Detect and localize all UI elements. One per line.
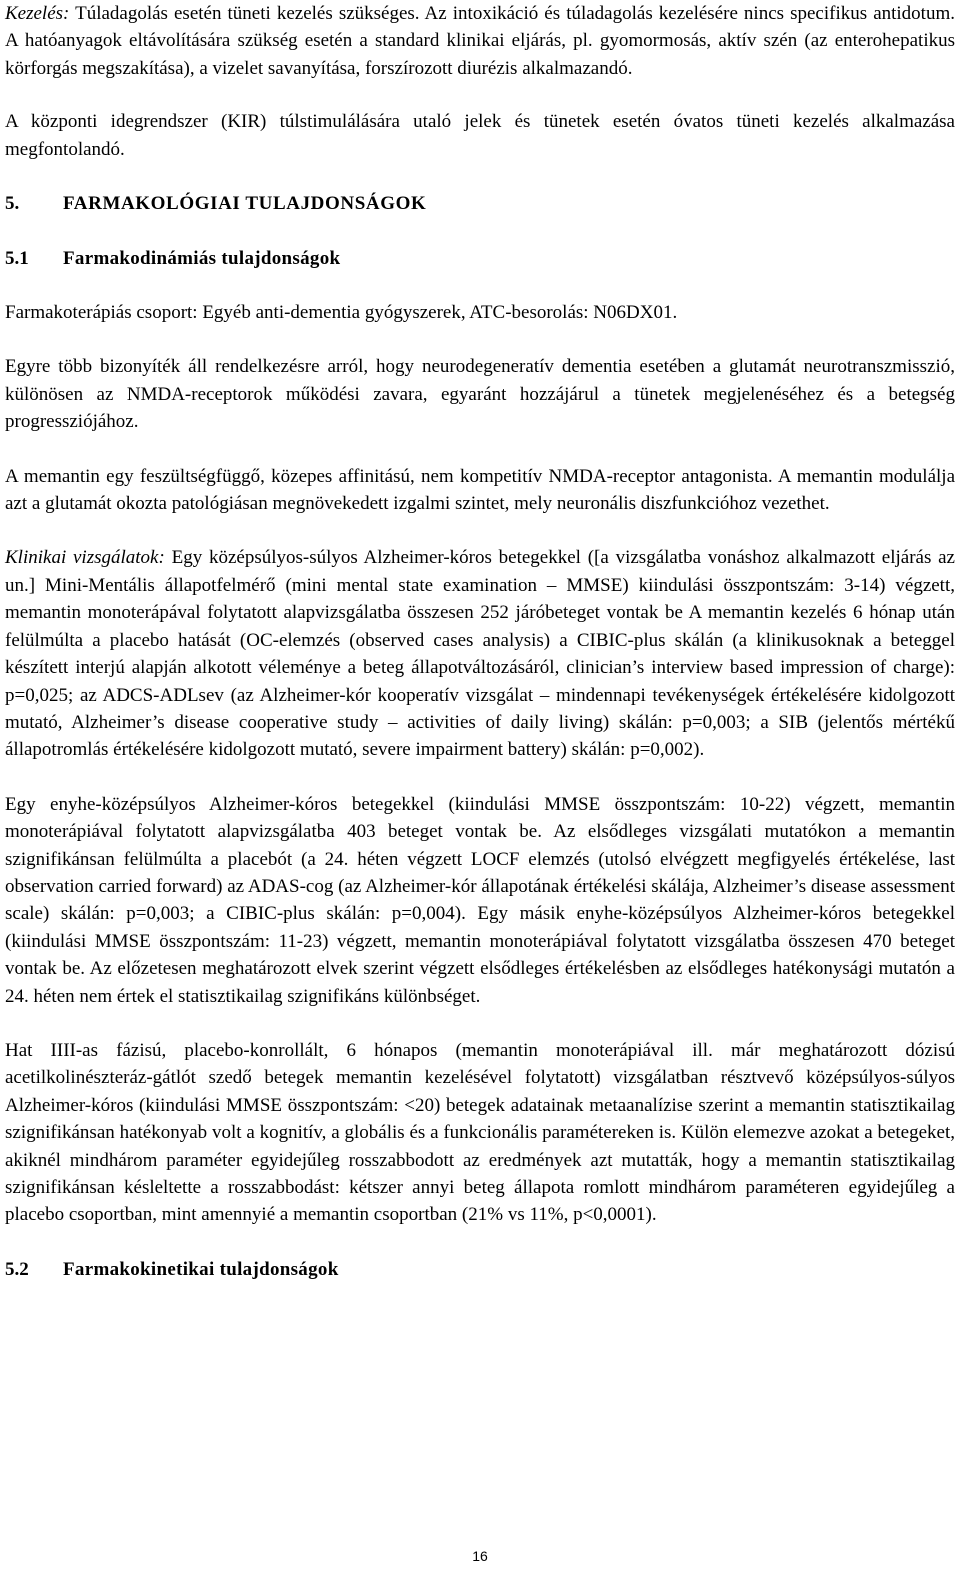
treatment-text: Túladagolás esetén tüneti kezelés szükséges. Az intoxikáció és túladagolás kezelésére nincs specifikus antidotum. A hatóanyagok eltávolítására szükség esetén a standard klinikai eljárás, pl. gyomormosás, aktív szén (az enterohepatikus körforgás megszakítása), a vizelet savanyítása, forszírozott diurézis alkalmazandó. bbox=[5, 3, 955, 79]
page-number: 16 bbox=[472, 1548, 488, 1564]
section-title: FARMAKOLÓGIAI TULAJDONSÁGOK bbox=[63, 193, 427, 215]
paragraph-mild-moderate: Egy enyhe-középsúlyos Alzheimer-kóros betegekkel (kiindulási MMSE összpontszám: 10-22) végzett, memantin monoterápiával folytatott alapvizsgálatba 403 beteget vontak be. Az elsődleges vizsgálati mutatókon a memantin szignifikánsan felülmúlta a placebót (a 24. héten végzett LOCF elemzés (utolsó elvégzett megfigyelés értékelése, last observation carried forward) az ADAS-cog (az Alzheimer-kór állapotának értékelési skálája, Alzheimer’s disease assessment scale) skálán: p=0,003; a CIBIC-plus skálán: p=0,004). Egy másik enyhe-középsúlyos Alzheimer-kóros betegekkel (kiindulási MMSE összpontszám: 11-23) végzett, memantin monoterápiával folytatott vizsgálatba összesen 470 beteget vontak be. Az előzetesen meghatározott elvek szerint végzett elsődleges értékelésben az elsődleges hatékonysági mutatón a 24. héten nem értek el statisztikailag szignifikáns különbséget. bbox=[5, 793, 955, 1007]
clinical-trials-text: Egy középsúlyos-súlyos Alzheimer-kóros betegekkel ([a vizsgálatba vonáshoz alkalmazott eljárás az un.] Mini-Mentális állapotfelmérő (mini mental state examination – MMSE) kiindulási összpontszám: 3-14) végzett, memantin monoterápával folytatott alapvizsgálatba összesen 252 járóbeteget vontak be A memantin kezelés 6 hónap után felülmúlta a placebo hatását (OC-elemzés (observed cases analysis) a CIBIC-plus skálán (a klinikusoknak a beteggel készített interjú alapján alkotott véleménye a beteg állapotváltozásáról, clinician’s interview based impression of charge): p=0,025; az ADCS-ADLsev (az Alzheimer-kór kooperatív vizsgálat – mindennapi tevékenységek értékelésére kidolgozott mutató, Alzheimer’s disease cooperative study – activities of daily living) skálán: p=0,003; a SIB (jelentős mértékű állapotromlás értékelésére kidolgozott mutató, severe impairment battery) skálán: p=0,002). bbox=[5, 547, 955, 761]
treatment-label: Kezelés: bbox=[5, 3, 70, 24]
section-heading-5-2 bbox=[5, 1256, 955, 1283]
paragraph-treatment bbox=[5, 0, 955, 82]
section-number: 5. bbox=[5, 193, 20, 215]
subsection-number: 5.1 bbox=[5, 248, 29, 270]
paragraph-pharmacotherapeutic-group: Farmakoterápiás csoport: Egyéb anti-dementia gyógyszerek, ATC-besorolás: N06DX01. bbox=[5, 302, 678, 324]
clinical-trials-label: Klinikai vizsgálatok: bbox=[5, 547, 165, 569]
subsection-number: 5.2 bbox=[5, 1258, 29, 1280]
section-heading-5-1 bbox=[5, 245, 955, 272]
paragraph-cns: A központi idegrendszer (KIR) túlstimulálására utaló jelek és tünetek esetén óvatos tüneti kezelés alkalmazása megfontolandó. bbox=[5, 111, 955, 160]
subsection-title: Farmakodinámiás tulajdonságok bbox=[63, 248, 341, 270]
paragraph-clinical-trials bbox=[5, 544, 955, 763]
subsection-title: Farmakokinetikai tulajdonságok bbox=[63, 1258, 339, 1280]
section-heading-5 bbox=[5, 190, 955, 217]
paragraph-evidence: Egyre több bizonyíték áll rendelkezésre arról, hogy neurodegeneratív dementia esetében a glutamát neurotranszmisszió, különösen az NMDA-receptorok működési zavara, egyaránt hozzájárul a tünetek megjelenéséhez és a betegség progressziójához. bbox=[5, 356, 955, 433]
document-page bbox=[5, 0, 955, 1283]
paragraph-meta-analysis: Hat IIII-as fázisú, placebo-konrollált, 6 hónapos (memantin monoterápiával ill. már meghatározott dózisú acetilkolinészteráz-gátlót szedő betegek memantin kezelésével folytatott) vizsgálatban résztvevő középsúlyos-súlyos Alzheimer-kóros (kiindulási MMSE összpontszám: <20) betegek adatainak metaanalízise szerint a memantin statisztikailag szignifikánsan hatékonyab volt a kognitív, a globális és a funkcionális paramétereken is. Külön elemezve azokat a betegeket, akiknél mindhárom paraméter egyidejűleg rosszabbodott az eredmények azt mutatták, hogy a memantin statisztikailag szignifikánsan késleltette a rosszabbodást: kétszer annyi beteg állapota romlott mindhárom paraméteren egyidejűleg a placebo csoportban, mint amennyié a memantin csoportban (21% vs 11%, p<0,0001). bbox=[5, 1039, 955, 1226]
paragraph-mechanism: A memantin egy feszültségfüggő, közepes affinitású, nem kompetitív NMDA-receptor antagonista. A memantin modulálja azt a glutamát okozta patológiásan megnövekedett izgalmi szintet, mely neuronális diszfunkcióhoz vezethet. bbox=[5, 465, 955, 515]
